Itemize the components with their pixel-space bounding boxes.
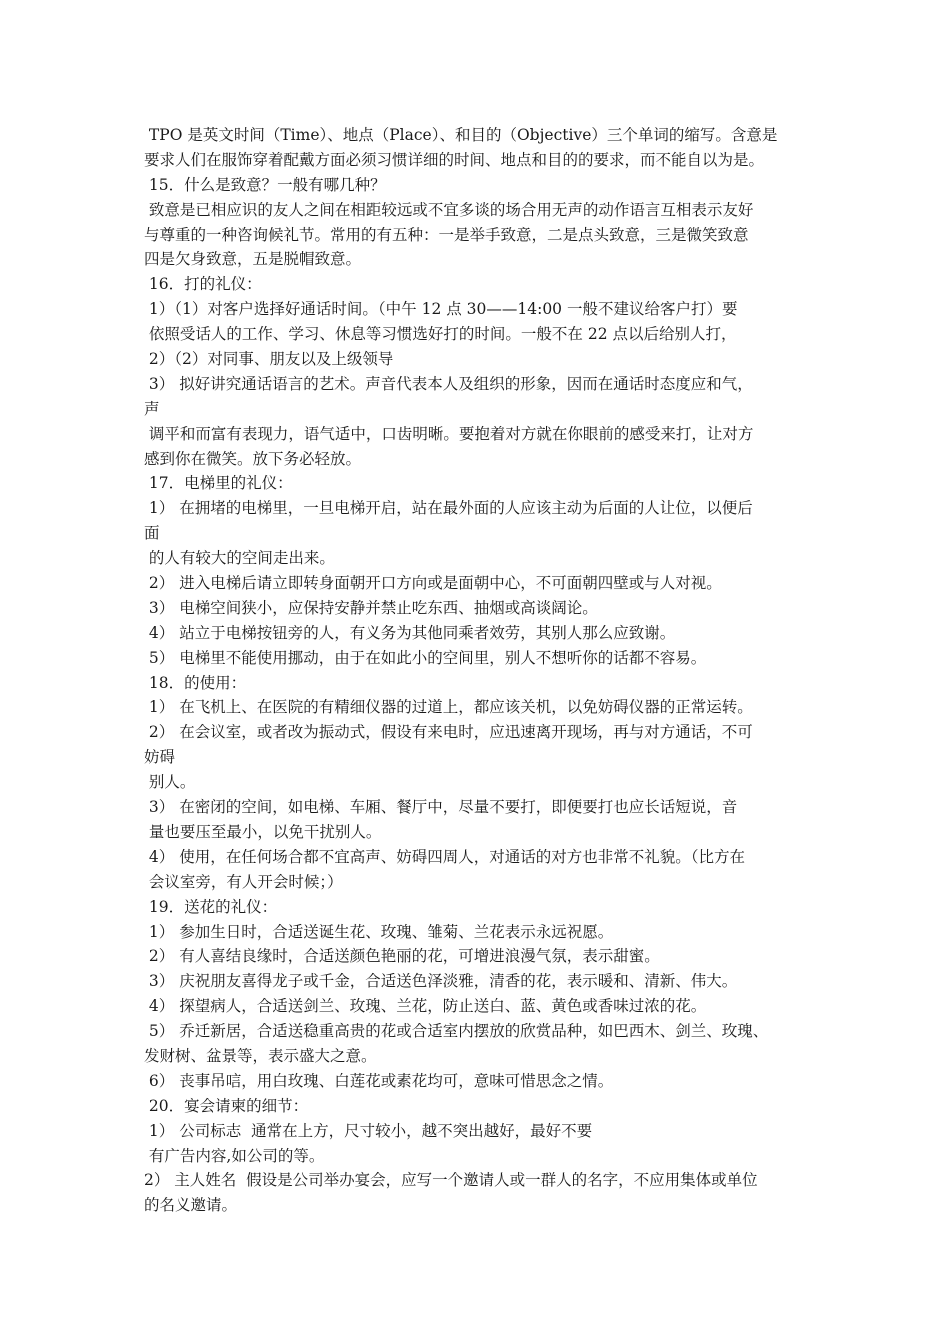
text-line: 5） 乔迁新居，合适送稳重高贵的花或合适室内摆放的欣赏品种，如巴西木、剑兰、玫瑰、 [144, 1022, 769, 1041]
text-line: 2）（2）对同事、朋友以及上级领导 [144, 350, 394, 369]
section-heading: 15．什么是致意？一般有哪几种？ [144, 175, 386, 194]
text-line: 量也要压至最小，以免干扰别人。 [144, 822, 382, 841]
section-heading: 19．送花的礼仪： [144, 897, 278, 916]
text-line: 3） 电梯空间狭小，应保持安静并禁止吃东西、抽烟或高谈阔论。 [144, 598, 598, 617]
document-page [144, 123, 814, 1218]
text-line: 1） 公司标志 通常在上方，尺寸较小，越不突出越好，最好不要 [144, 1121, 593, 1140]
text-line: 3） 在密闭的空间，如电梯、车厢、餐厅中，尽量不要打，即便要打也应长话短说，音 [144, 798, 738, 817]
section-heading: 16．打的礼仪： [144, 275, 262, 294]
text-line: 别人。 [144, 773, 196, 792]
section-heading: 18．的使用： [144, 673, 247, 692]
text-line: 2） 有人喜结良缘时，合适送颜色艳丽的花，可增进浪漫气氛，表示甜蜜。 [144, 947, 660, 966]
text-line: 1） 参加生日时，合适送诞生花、玫瑰、雏菊、兰花表示永远祝愿。 [144, 922, 614, 941]
text-line: 1） 在飞机上、在医院的有精细仪器的过道上，都应该关机，以免妨碍仪器的正常运转。 [144, 698, 753, 717]
text-line: 5） 电梯里不能使用挪动，由于在如此小的空间里，别人不想听你的话都不容易。 [144, 648, 707, 667]
text-line: TPO 是英文时间（Time）、地点（Place）、和目的（Objective）三个单词的缩写。含意是 [144, 126, 778, 144]
text-line: 发财树、盆景等，表示盛大之意。 [144, 1046, 377, 1065]
text-line: 4） 使用，在任何场合都不宜高声、妨碍四周人，对通话的对方也非常不礼貌。（比方在 [144, 847, 745, 866]
section-heading: 17．电梯里的礼仪： [144, 474, 293, 493]
text-line: 调平和而富有表现力，语气适中，口齿明晰。要抱着对方就在你眼前的感受来打，让对方 [144, 424, 754, 443]
text-line: 致意是已相应识的友人之间在相距较远或不宜多谈的场合用无声的动作语言互相表示友好 [144, 200, 754, 219]
text-line: 1） 在拥堵的电梯里，一旦电梯开启，站在最外面的人应该主动为后面的人让位，以便后 [144, 499, 753, 518]
text-line: 6） 丧事吊唁，用白玫瑰、白莲花或素花均可，意味可惜思念之情。 [144, 1071, 614, 1090]
text-line: 妨碍 [144, 748, 176, 767]
text-line: 2） 进入电梯后请立即转身面朝开口方向或是面朝中心，不可面朝四壁或与人对视。 [144, 574, 722, 593]
text-line: 的人有较大的空间走出来。 [144, 549, 335, 568]
text-line: 与尊重的一种咨询候礼节。常用的有五种：一是举手致意，二是点头致意，三是微笑致意 [144, 225, 749, 244]
text-line: 3） 庆祝朋友喜得龙子或千金，合适送色泽淡雅，清香的花，表示暖和、清新、伟大。 [144, 972, 738, 991]
text-line: 3） 拟好讲究通话语言的艺术。声音代表本人及组织的形象，因而在通话时态度应和气， [144, 374, 753, 393]
text-line: 声 [144, 399, 160, 418]
text-line: 4） 站立于电梯按钮旁的人，有义务为其他同乘者效劳，其别人那么应致谢。 [144, 623, 676, 642]
text-line: 感到你在微笑。放下务必轻放。 [144, 449, 362, 468]
text-line: 1）（1）对客户选择好通话时间。（中午 12 点 30——14:00 一般不建议给客户打）要 [144, 300, 738, 319]
text-line: 要求人们在服饰穿着配戴方面必须习惯详细的时间、地点和目的的要求，而不能自以为是。 [144, 150, 765, 169]
text-line: 的名义邀请。 [144, 1196, 238, 1215]
section-heading: 20．宴会请柬的细节： [144, 1096, 309, 1115]
text-line: 2） 主人姓名 假设是公司举办宴会，应写一个邀请人或一群人的名字，不应用集体或单位 [144, 1171, 758, 1190]
text-line: 4） 探望病人，合适送剑兰、玫瑰、兰花，防止送白、蓝、黄色或香味过浓的花。 [144, 997, 707, 1016]
text-line: 四是欠身致意，五是脱帽致意。 [144, 250, 362, 269]
text-line: 会议室旁，有人开会时候；） [144, 872, 343, 891]
text-line: 依照受话人的工作、学习、休息等习惯选好打的时间。一般不在 22 点以后给别人打， [144, 325, 737, 344]
text-line: 2） 在会议室，或者改为振动式，假设有来电时，应迅速离开现场，再与对方通话，不可 [144, 723, 753, 742]
text-line: 有广告内容,如公司的等。 [144, 1146, 325, 1165]
text-line: 面 [144, 524, 160, 543]
